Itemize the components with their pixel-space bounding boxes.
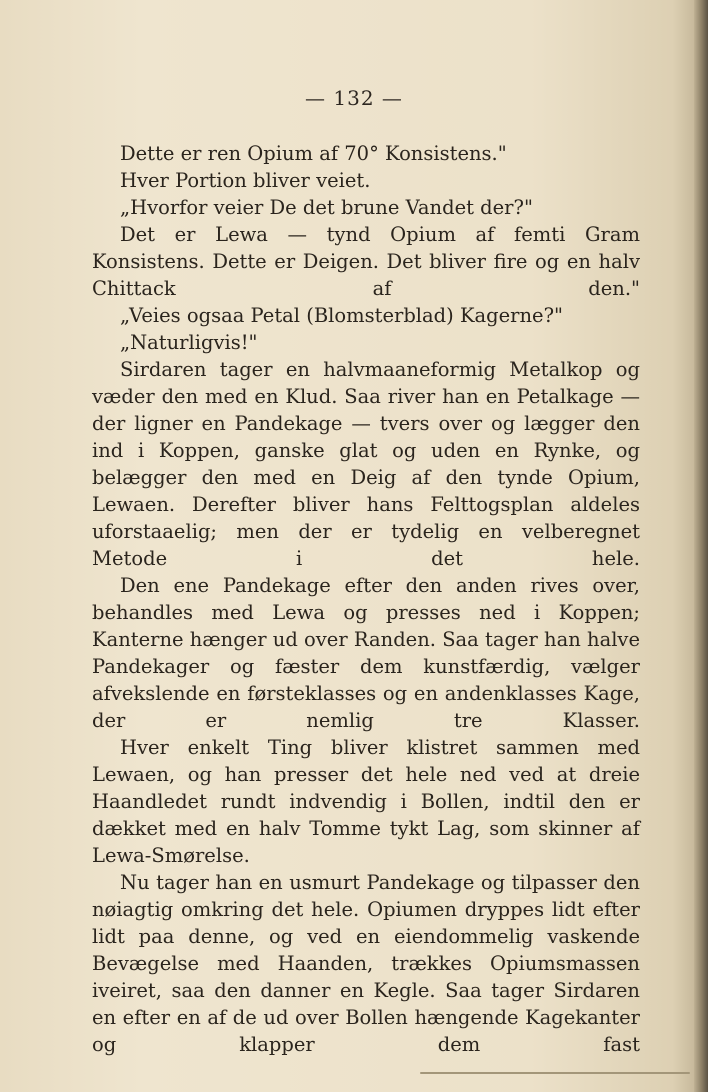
paragraph-4: Det er Lewa — tynd Opium af femti Gram Konsistens. Dette er Deigen. Det bliver fire og en halv Chittack af den." <box>92 223 640 300</box>
paragraph-5: „Veies ogsaa Petal (Blomsterblad) Kagerne?" <box>120 304 564 327</box>
paragraph-10: Nu tager han en usmurt Pandekage og tilpasser den nøiagtig omkring det hele. Opiumen dryppes lidt efter lidt paa denne, og ved en eiendommelig vaskende Bevægelse med Haanden, trækkes Opiumsmassen ivеiret, saa den danner en Kegle. Saa tager Sirdaren en efter en af de ud over Bollen hængende Kagekanter og klapper dem fast <box>92 871 640 1056</box>
paragraph-9: Hver enkelt Ting bliver klistret sammen med Lewaen, og han presser det hele ned ved at dreie Haandledet rundt indvendig i Bollen, indtil den er dækket med en halv Tomme tykt Lag, som skinner af Lewa-Smørelse. <box>92 736 640 867</box>
paragraph-2: Hver Portion bliver veiet. <box>120 169 371 192</box>
paragraph-6: „Naturligvis!" <box>120 331 258 354</box>
page-edge-shadow <box>694 0 708 1092</box>
paragraph-3: „Hvorfor veier De det brune Vandet der?" <box>120 196 533 219</box>
paragraph-1: Dette er ren Opium af 70° Konsistens." <box>120 142 507 165</box>
page-bottom-mark <box>420 1072 690 1074</box>
paragraph-8: Den ene Pandekage efter den anden rives over, behandles med Lewa og presses ned i Koppen; Kanterne hænger ud over Randen. Saa tager han halve Pandekager og fæster dem kunstfærdig, vælger afvekslende en førsteklasses og en andenklasses Kage, der er nemlig tre Klasser. <box>92 574 640 732</box>
page-number: — 132 — <box>305 86 403 110</box>
body-text <box>92 140 640 1058</box>
paragraph-7: Sirdaren tager en halvmaaneformig Metalkop og væder den med en Klud. Saa river han en Petalkage — der ligner en Pandekage — tvers over og lægger den ind i Koppen, ganske glat og uden en Rynke, og belægger den med en Deig af den tynde Opium, Lewaen. Derefter bliver hans Felttogsplan aldeles uforstaaelig; men der er tydelig en velberegnet Metode i det hele. <box>92 358 640 570</box>
